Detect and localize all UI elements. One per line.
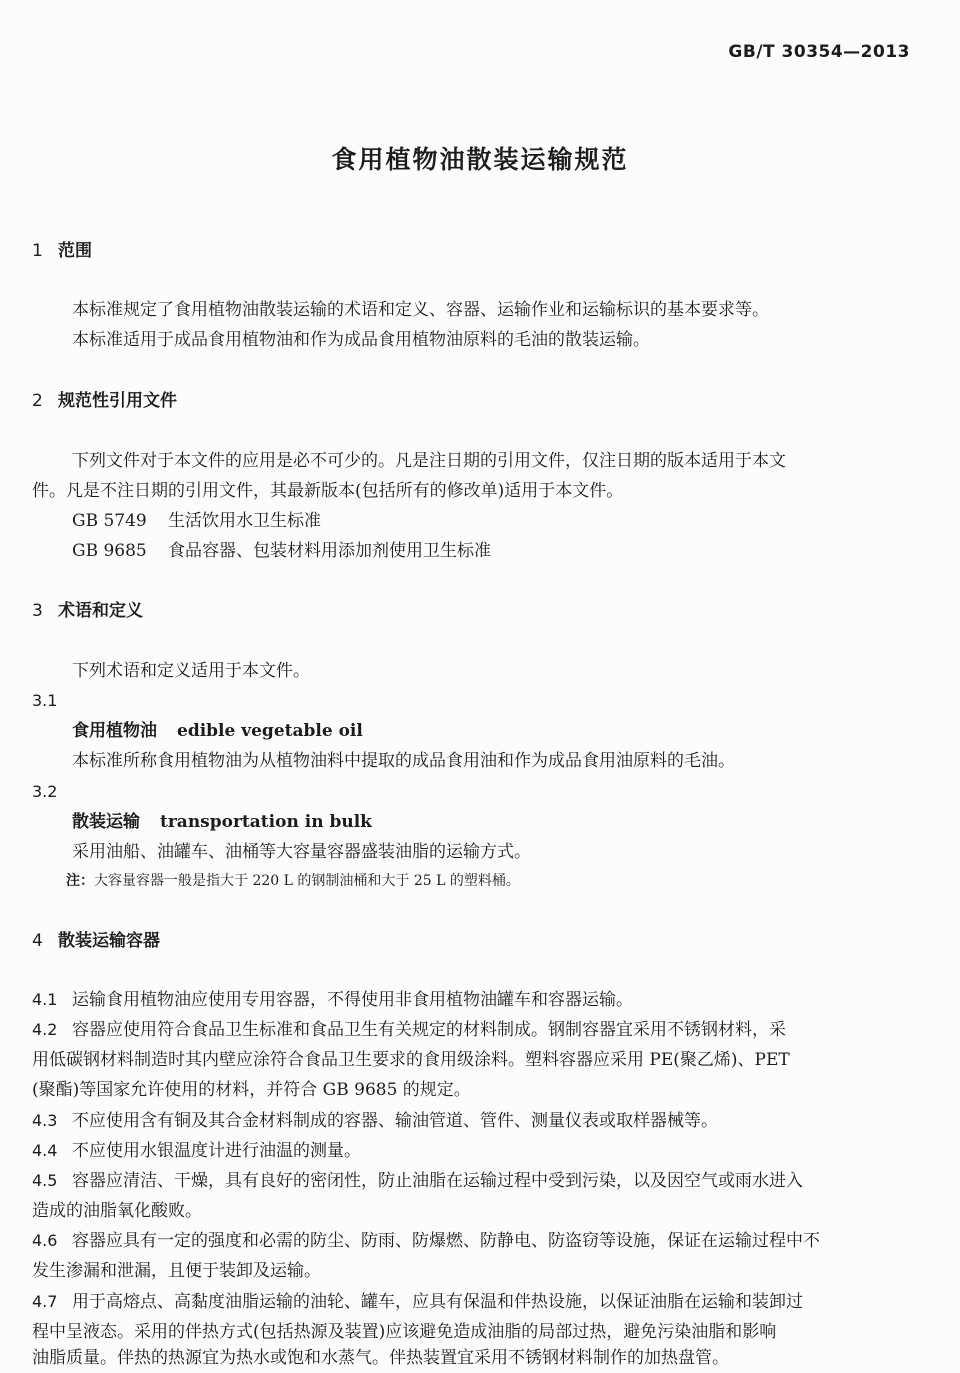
term-heading (72, 807, 372, 837)
clause-number: 4.2 (32, 1020, 58, 1039)
section-1-paragraph-1: 本标准规定了食用植物油散装运输的术语和定义、容器、运输作业和运输标识的基本要求等。 (72, 300, 769, 320)
clause-text-continued: 造成的油脂氧化酸败。 (32, 1201, 202, 1221)
term-definition: 本标准所称食用植物油为从植物油料中提取的成品食用油和作为成品食用油原料的毛油。 (72, 751, 735, 771)
clause-4-2 (32, 1015, 786, 1045)
reference-code: GB 5749 (72, 511, 147, 531)
term-number: 3.1 (32, 691, 58, 710)
clause-4-6 (32, 1226, 820, 1256)
clause-text: 运输食用植物油应使用专用容器，不得使用非食用植物油罐车和容器运输。 (72, 990, 633, 1010)
clause-text: 容器应使用符合食品卫生标准和食品卫生有关规定的材料制成。钢制容器宜采用不锈钢材料，采 (72, 1020, 786, 1040)
clause-text: 不应使用含有铜及其合金材料制成的容器、输油管道、管件、测量仪表或取样器械等。 (72, 1111, 718, 1131)
clause-4-3 (32, 1106, 718, 1136)
clause-4-1 (32, 985, 633, 1015)
section-2-heading (32, 386, 177, 416)
section-number: 2 (32, 391, 43, 411)
clause-text-continued: 发生渗漏和泄漏，且便于装卸及运输。 (32, 1261, 321, 1281)
clause-number: 4.4 (32, 1141, 58, 1160)
note-label: 注： (66, 873, 94, 889)
clause-text: 容器应具有一定的强度和必需的防尘、防雨、防爆燃、防静电、防盗窃等设施，保证在运输过程中不 (72, 1231, 820, 1251)
section-2-paragraph-line-1: 下列文件对于本文件的应用是必不可少的。凡是注日期的引用文件，仅注日期的版本适用于本文 (72, 451, 786, 471)
term-definition: 采用油船、油罐车、油桶等大容量容器盛装油脂的运输方式。 (72, 842, 531, 862)
clause-4-5 (32, 1166, 803, 1196)
reference-item (72, 506, 321, 536)
clause-text: 容器应清洁、干燥，具有良好的密闭性，防止油脂在运输过程中受到污染，以及因空气或雨水进入 (72, 1171, 803, 1191)
term-english: edible vegetable oil (177, 721, 363, 741)
section-number: 1 (32, 241, 43, 261)
section-number: 3 (32, 601, 43, 621)
clause-text-continued: 程中呈液态。采用的伴热方式(包括热源及装置)应该避免造成油脂的局部过热，避免污染油脂和影响 (32, 1322, 777, 1342)
section-title: 散装运输容器 (58, 931, 160, 951)
reference-code: GB 9685 (72, 541, 147, 561)
section-number: 4 (32, 931, 43, 951)
term-note (66, 866, 520, 896)
standard-code: GB/T 30354—2013 (728, 42, 910, 62)
term-chinese: 食用植物油 (72, 721, 157, 741)
clause-number: 4.6 (32, 1231, 58, 1250)
reference-item (72, 536, 491, 566)
clause-number: 4.7 (32, 1292, 58, 1311)
clause-number: 4.3 (32, 1111, 58, 1130)
document-title: 食用植物油散装运输规范 (331, 145, 629, 174)
section-1-heading (32, 236, 92, 266)
clause-number: 4.1 (32, 990, 58, 1009)
reference-title: 食品容器、包装材料用添加剂使用卫生标准 (168, 541, 491, 561)
reference-title: 生活饮用水卫生标准 (168, 511, 321, 531)
clause-text: 不应使用水银温度计进行油温的测量。 (72, 1141, 361, 1161)
clause-text-continued: 用低碳钢材料制造时其内壁应涂符合食品卫生要求的食用级涂料。塑料容器应采用 PE(聚乙烯)、PET (32, 1050, 790, 1070)
section-4-heading (32, 926, 160, 956)
term-number: 3.2 (32, 782, 58, 801)
section-title: 术语和定义 (58, 601, 143, 621)
section-3-heading (32, 596, 143, 626)
term-heading (72, 716, 363, 746)
note-text: 大容量容器一般是指大于 220 L 的钢制油桶和大于 25 L 的塑料桶。 (94, 873, 520, 889)
clause-4-7 (32, 1287, 803, 1317)
clause-4-4 (32, 1136, 361, 1166)
section-3-intro: 下列术语和定义适用于本文件。 (72, 661, 310, 681)
clause-text-continued: (聚酯)等国家允许使用的材料，并符合 GB 9685 的规定。 (32, 1080, 471, 1100)
clause-number: 4.5 (32, 1171, 58, 1190)
clause-text-continued: 油脂质量。伴热的热源宜为热水或饱和水蒸气。伴热装置宜采用不锈钢材料制作的加热盘管。 (32, 1348, 729, 1368)
term-english: transportation in bulk (160, 812, 372, 832)
term-chinese: 散装运输 (72, 812, 140, 832)
clause-text: 用于高熔点、高黏度油脂运输的油轮、罐车，应具有保温和伴热设施，以保证油脂在运输和装卸过 (72, 1292, 803, 1312)
section-1-paragraph-2: 本标准适用于成品食用植物油和作为成品食用植物油原料的毛油的散装运输。 (72, 330, 650, 350)
section-2-paragraph-line-2: 件。凡是不注日期的引用文件，其最新版本(包括所有的修改单)适用于本文件。 (32, 481, 624, 501)
section-title: 范围 (58, 241, 92, 261)
section-title: 规范性引用文件 (58, 391, 177, 411)
